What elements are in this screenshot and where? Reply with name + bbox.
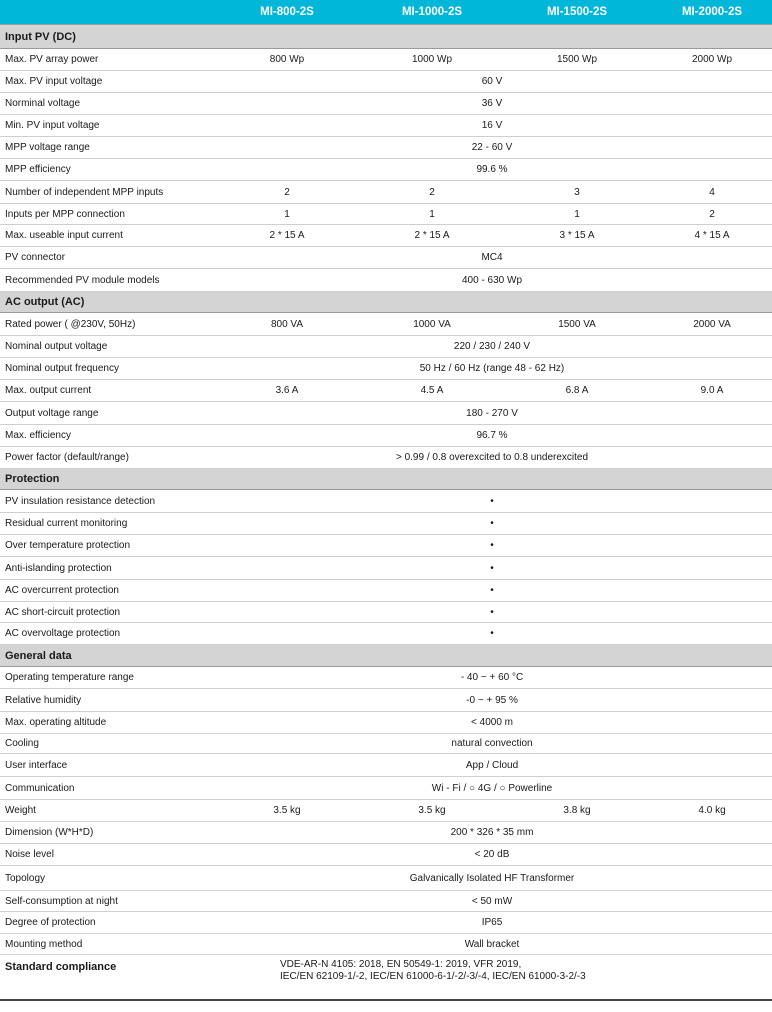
standard-line: IEC/EN 62109-1/-2, IEC/EN 61000-6-1/-2/-3/-4, IEC/EN 61000-3-2/-3: [280, 971, 586, 982]
section-header: [0, 292, 772, 313]
spec-value: 1000 VA: [362, 313, 502, 336]
spec-label: Max. efficiency: [0, 425, 212, 447]
spec-row: [0, 934, 772, 955]
spec-value-shared: 220 / 230 / 240 V: [212, 336, 772, 358]
section-title: Input PV (DC): [0, 25, 772, 49]
spec-label: Residual current monitoring: [0, 513, 212, 535]
spec-label: Max. useable input current: [0, 225, 212, 247]
section-header: [0, 645, 772, 667]
spec-label: Max. PV input voltage: [0, 71, 212, 93]
spec-label: Min. PV input voltage: [0, 115, 212, 137]
spec-value-shared: 16 V: [212, 115, 772, 137]
spec-label: MPP efficiency: [0, 159, 212, 181]
model-header-bar: [0, 0, 772, 24]
spec-label: Norminal voltage: [0, 93, 212, 115]
spec-label: Anti-islanding protection: [0, 557, 212, 580]
spec-row: [0, 181, 772, 204]
spec-label: Cooling: [0, 734, 212, 754]
spec-label: Operating temperature range: [0, 667, 212, 689]
section-title: Protection: [0, 469, 772, 490]
spec-row: [0, 777, 772, 800]
spec-row: [0, 734, 772, 754]
spec-value-shared: •: [212, 623, 772, 645]
spec-label: Recommended PV module models: [0, 269, 212, 292]
spec-value-shared: Wi - Fi / ○ 4G / ○ Powerline: [212, 777, 772, 800]
model-name: MI-2000-2S: [681, 6, 743, 18]
spec-row: [0, 844, 772, 866]
spec-value-shared: •: [212, 580, 772, 602]
spec-value: 1500 Wp: [502, 49, 652, 71]
spec-row: [0, 602, 772, 623]
section-title: General data: [0, 645, 772, 667]
standard-compliance-label: Standard compliance: [0, 955, 212, 1000]
spec-value: 2 * 15 A: [362, 225, 502, 247]
spec-value-shared: App / Cloud: [212, 754, 772, 777]
spec-label: Weight: [0, 800, 212, 822]
spec-value: 4.5 A: [362, 380, 502, 402]
spec-label: Output voltage range: [0, 402, 212, 425]
spec-row: [0, 535, 772, 557]
spec-row: [0, 137, 772, 159]
spec-row: [0, 159, 772, 181]
spec-row: [0, 336, 772, 358]
spec-label: Degree of protection: [0, 912, 212, 934]
spec-label: Rated power ( @230V, 50Hz): [0, 313, 212, 336]
spec-row: [0, 623, 772, 645]
model-name: MI-1500-2S: [546, 6, 608, 18]
spec-value-shared: •: [212, 557, 772, 580]
spec-row: [0, 358, 772, 380]
spec-value-shared: 96.7 %: [212, 425, 772, 447]
standard-line: VDE-AR-N 4105: 2018, EN 50549-1: 2019, VFR 2019,: [280, 959, 522, 970]
spec-label: Nominal output frequency: [0, 358, 212, 380]
spec-row: [0, 204, 772, 225]
spec-row: [0, 71, 772, 93]
spec-row: [0, 580, 772, 602]
spec-label: Number of independent MPP inputs: [0, 181, 212, 204]
spec-row: [0, 313, 772, 336]
spec-value-shared: natural convection: [212, 734, 772, 754]
spec-value: 1000 Wp: [362, 49, 502, 71]
spec-value-shared: 60 V: [212, 71, 772, 93]
spec-value: 4.0 kg: [652, 800, 772, 822]
spec-value: 1: [212, 204, 362, 225]
spec-value: 800 Wp: [212, 49, 362, 71]
spec-label: Topology: [0, 866, 212, 891]
spec-value-shared: > 0.99 / 0.8 overexcited to 0.8 underexcited: [212, 447, 772, 469]
spec-row: [0, 689, 772, 712]
spec-label: PV connector: [0, 247, 212, 269]
spec-value-shared: 22 - 60 V: [212, 137, 772, 159]
spec-row: [0, 557, 772, 580]
spec-value-shared: 180 - 270 V: [212, 402, 772, 425]
spec-row: [0, 667, 772, 689]
spec-value: 2: [362, 181, 502, 204]
spec-label: Mounting method: [0, 934, 212, 955]
spec-value: 3: [502, 181, 652, 204]
spec-label: PV insulation resistance detection: [0, 490, 212, 513]
spec-row: [0, 425, 772, 447]
spec-value: 9.0 A: [652, 380, 772, 402]
standard-compliance-row: [0, 955, 772, 1000]
spec-row: [0, 225, 772, 247]
spec-value-shared: 50 Hz / 60 Hz (range 48 - 62 Hz): [212, 358, 772, 380]
spec-value: 3.8 kg: [502, 800, 652, 822]
spec-label: Power factor (default/range): [0, 447, 212, 469]
section-title: AC output (AC): [0, 292, 772, 313]
spec-row: [0, 712, 772, 734]
spec-row: [0, 912, 772, 934]
spec-value: 2: [652, 204, 772, 225]
spec-row: [0, 800, 772, 822]
spec-label: User interface: [0, 754, 212, 777]
spec-row: [0, 866, 772, 891]
spec-value-shared: •: [212, 513, 772, 535]
spec-value: 1: [502, 204, 652, 225]
spec-row: [0, 822, 772, 844]
spec-value-shared: Wall bracket: [212, 934, 772, 955]
spec-row: [0, 402, 772, 425]
spec-row: [0, 247, 772, 269]
spec-value: 6.8 A: [502, 380, 652, 402]
spec-label: Self-consumption at night: [0, 891, 212, 912]
spec-row: [0, 269, 772, 292]
spec-row: [0, 380, 772, 402]
spec-label: AC overvoltage protection: [0, 623, 212, 645]
spec-label: Max. output current: [0, 380, 212, 402]
spec-value-shared: IP65: [212, 912, 772, 934]
spec-value-shared: •: [212, 602, 772, 623]
spec-value: 3.5 kg: [362, 800, 502, 822]
spec-value-shared: 36 V: [212, 93, 772, 115]
spec-row: [0, 115, 772, 137]
section-header: [0, 25, 772, 49]
spec-value: 800 VA: [212, 313, 362, 336]
spec-row: [0, 447, 772, 469]
spec-value: 3.5 kg: [212, 800, 362, 822]
spec-value-shared: •: [212, 535, 772, 557]
spec-row: [0, 49, 772, 71]
standard-compliance-value: [212, 955, 772, 1000]
spec-value-shared: < 4000 m: [212, 712, 772, 734]
spec-label: Inputs per MPP connection: [0, 204, 212, 225]
spec-value: 4 * 15 A: [652, 225, 772, 247]
spec-value: 2000 VA: [652, 313, 772, 336]
section-header: [0, 469, 772, 490]
spec-value-shared: 99.6 %: [212, 159, 772, 181]
spec-row: [0, 490, 772, 513]
spec-row: [0, 891, 772, 912]
spec-label: AC overcurrent protection: [0, 580, 212, 602]
model-name: MI-800-2S: [260, 6, 314, 18]
spec-label: Nominal output voltage: [0, 336, 212, 358]
spec-value: 3 * 15 A: [502, 225, 652, 247]
spec-row: [0, 513, 772, 535]
spec-label: Max. operating altitude: [0, 712, 212, 734]
spec-value: 4: [652, 181, 772, 204]
spec-value-shared: 200 * 326 * 35 mm: [212, 822, 772, 844]
spec-label: Relative humidity: [0, 689, 212, 712]
spec-value: 2000 Wp: [652, 49, 772, 71]
spec-value: 2 * 15 A: [212, 225, 362, 247]
spec-value-shared: MC4: [212, 247, 772, 269]
spec-value-shared: < 50 mW: [212, 891, 772, 912]
spec-label: Dimension (W*H*D): [0, 822, 212, 844]
spec-value: 1500 VA: [502, 313, 652, 336]
spec-value: 3.6 A: [212, 380, 362, 402]
spec-label: Max. PV array power: [0, 49, 212, 71]
spec-value: 2: [212, 181, 362, 204]
model-name: MI-1000-2S: [401, 6, 463, 18]
spec-value-shared: 400 - 630 Wp: [212, 269, 772, 292]
spec-value-shared: •: [212, 490, 772, 513]
spec-row: [0, 754, 772, 777]
spec-label: Over temperature protection: [0, 535, 212, 557]
spec-value: 1: [362, 204, 502, 225]
spec-label: Noise level: [0, 844, 212, 866]
spec-value-shared: -0 ~ + 95 %: [212, 689, 772, 712]
spec-table: [0, 24, 772, 1001]
spec-value-shared: - 40 ~ + 60 °C: [212, 667, 772, 689]
spec-value-shared: < 20 dB: [212, 844, 772, 866]
spec-row: [0, 93, 772, 115]
spec-label: AC short-circuit protection: [0, 602, 212, 623]
spec-value-shared: Galvanically Isolated HF Transformer: [212, 866, 772, 891]
spec-label: MPP voltage range: [0, 137, 212, 159]
spec-label: Communication: [0, 777, 212, 800]
